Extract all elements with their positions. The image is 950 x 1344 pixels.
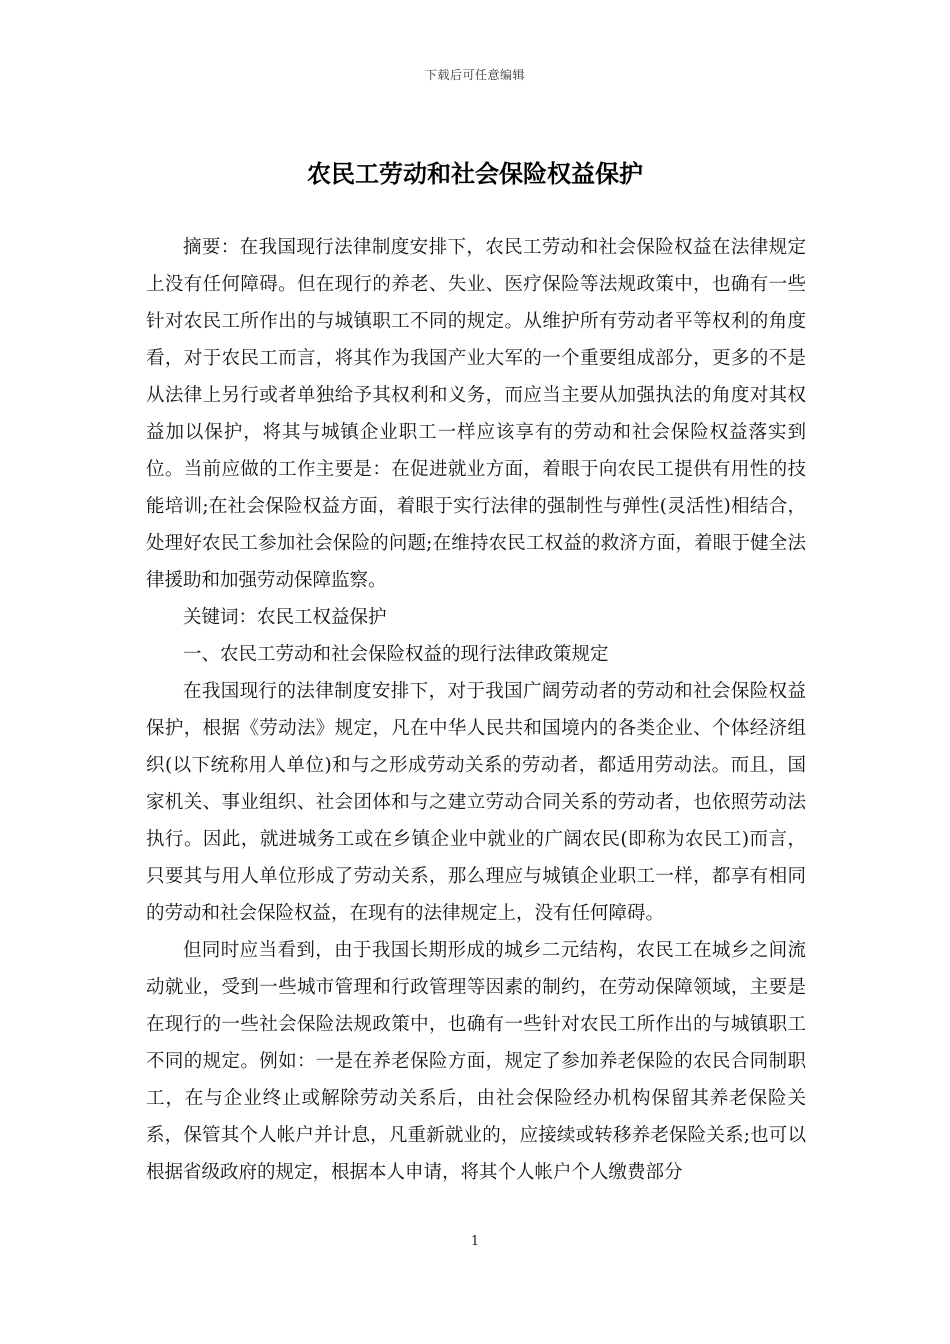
- abstract-paragraph: 摘要：在我国现行法律制度安排下，农民工劳动和社会保险权益在法律规定上没有任何障碍。但在现行的养老、失业、医疗保险等法规政策中，也确有一些针对农民工所作出的与城镇职工不同的规定。从维护所有劳动者平等权利的角度看，对于农民工而言，将其作为我国产业大军的一个重要组成部分，更多的不是从法律上另行或者单独给予其权利和义务，而应当主要从加强执法的角度对其权益加以保护，将其与城镇企业职工一样应该享有的劳动和社会保险权益落实到位。当前应做的工作主要是：在促进就业方面，着眼于向农民工提供有用性的技能培训;在社会保险权益方面，着眼于实行法律的强制性与弹性(灵活性)相结合，处理好农民工参加社会保险的问题;在维持农民工权益的救济方面，着眼于健全法律援助和加强劳动保障监察。: [146, 237, 806, 591]
- header-note: 下载后可任意编辑: [424, 68, 525, 82]
- section-heading: 一、农民工劳动和社会保险权益的现行法律政策规定: [183, 644, 609, 665]
- document-title: 农民工劳动和社会保险权益保护: [307, 160, 643, 188]
- keywords-paragraph: 关键词：农民工权益保护: [183, 607, 387, 628]
- body-paragraph: 在我国现行的法律制度安排下，对于我国广阔劳动者的劳动和社会保险权益保护，根据《劳动法》规定，凡在中华人民共和国境内的各类企业、个体经济组织(以下统称用人单位)和与之形成劳动关系的劳动者，都适用劳动法。而且，国家机关、事业组织、社会团体和与之建立劳动合同关系的劳动者，也依照劳动法执行。因此，就进城务工或在乡镇企业中就业的广阔农民(即称为农民工)而言，只要其与用人单位形成了劳动关系，那么理应与城镇企业职工一样，都享有相同的劳动和社会保险权益，在现有的法律规定上，没有任何障碍。: [146, 681, 806, 924]
- body-paragraph: 但同时应当看到，由于我国长期形成的城乡二元结构，农民工在城乡之间流动就业，受到一些城市管理和行政管理等因素的制约，在劳动保障领域，主要是在现行的一些社会保险法规政策中，也确有一些针对农民工所作出的与城镇职工不同的规定。例如：一是在养老保险方面，规定了参加养老保险的农民合同制职工，在与企业终止或解除劳动关系后，由社会保险经办机构保留其养老保险关系，保管其个人帐户并计息，凡重新就业的，应接续或转移养老保险关系;也可以根据省级政府的规定，根据本人申请，将其个人帐户个人缴费部分: [146, 940, 806, 1183]
- document-body: [146, 229, 806, 1191]
- page-number: 1: [470, 1234, 480, 1249]
